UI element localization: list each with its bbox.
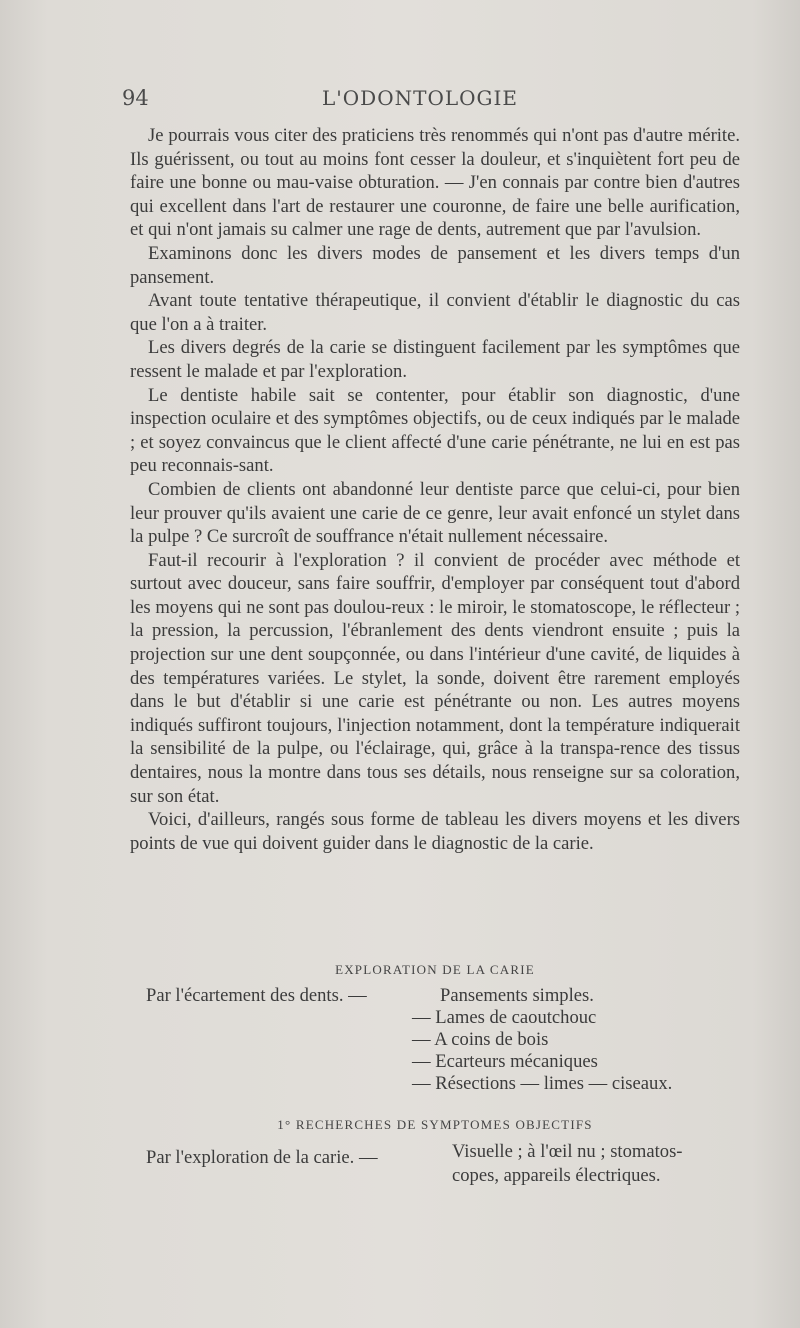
table-title-exploration: EXPLORATION DE LA CARIE xyxy=(335,962,535,977)
paragraph: Je pourrais vous citer des praticiens très renommés qui n'ont pas d'autre mérite. Ils guérissent, ou tout au moins font cesser la douleur, et s'inquiètent fort peu de faire une bonne ou mau-vaise obturation. — J'en connais par contre bien d'autres qui excellent dans l'art de restaurer une couronne, de faire une belle aurification, et qui n'ont jamais su calmer une rage de dents, autrement que par l'avulsion. xyxy=(130,125,740,241)
table-row-label: Par l'écartement des dents. — xyxy=(146,985,367,1006)
table-item: Pansements simples. xyxy=(440,985,594,1006)
table-item: — Résections — limes — ciseaux. xyxy=(412,1073,673,1094)
table-item: — Ecarteurs mécaniques xyxy=(412,1051,598,1072)
paragraph: Les divers degrés de la carie se distinguent facilement par les symptômes que ressent le malade et par l'exploration. xyxy=(130,337,740,382)
paragraph: Faut-il recourir à l'exploration ? il convient de procéder avec méthode et surtout avec douceur, sans faire souffrir, d'employer par conséquent tout d'abord les moyens qui ne sont pas doulou-reux : le miroir, le stomatoscope, le réflecteur ; la pression, la percussion, l'ébranlement des dents viendront ensuite ; puis la projection sur une dent soupçonnée, ou dans l'intérieur d'une cavité, de liquides à des températures variées. Le stylet, la sonde, doivent être rarement employés dans le but d'établir si une carie est pénétrante ou non. Les autres moyens indiqués suffiront toujours, l'injection notamment, dont la température indiquerait la sensibilité de la pulpe, ou l'éclairage, qui, grâce à la transpa-rence des tissus dentaires, nous la montre dans tous ses détails, nous renseigne sur sa coloration, sur son état. xyxy=(130,549,740,807)
table-title-symptoms: 1° RECHERCHES DE SYMPTOMES OBJECTIFS xyxy=(277,1117,593,1132)
paragraph: Combien de clients ont abandonné leur dentiste parce que celui-ci, pour bien leur prouver qu'ils avaient une carie de ce genre, leur avait enfoncé un stylet dans la pulpe ? Ce surcroît de souffrance n'était nullement nécessaire. xyxy=(130,478,740,548)
table-item: — A coins de bois xyxy=(412,1029,549,1050)
page-header xyxy=(122,86,740,116)
paragraph: Voici, d'ailleurs, rangés sous forme de tableau les divers moyens et les divers points de vue qui doivent guider dans le diagnostic de la carie. xyxy=(130,809,740,854)
paragraph: Avant toute tentative thérapeutique, il convient d'établir le diagnostic du cas que l'on a à traiter. xyxy=(130,290,740,335)
table-row-label: Par l'exploration de la carie. — xyxy=(146,1147,378,1168)
table-item: — Lames de caoutchouc xyxy=(412,1007,597,1028)
paragraph: Examinons donc les divers modes de pansement et les divers temps d'un pansement. xyxy=(130,242,740,288)
table-item: Visuelle ; à l'œil nu ; stomatos- xyxy=(452,1141,683,1162)
running-title: L'ODONTOLOGIE xyxy=(322,86,518,110)
page-number: 94 xyxy=(122,86,149,110)
table-item: copes, appareils électriques. xyxy=(452,1165,661,1186)
body-text xyxy=(130,124,740,855)
exploration-table xyxy=(146,985,746,1100)
paragraph: Le dentiste habile sait se contenter, pour établir son diagnostic, d'une inspection oculaire et des symptômes objectifs, ou de ceux indiqués par le malade ; et soyez convaincus que le client affecté d'une carie pénétrante, ne lui en est pas peu reconnais-sant. xyxy=(130,384,740,477)
symptoms-table xyxy=(146,1141,756,1191)
